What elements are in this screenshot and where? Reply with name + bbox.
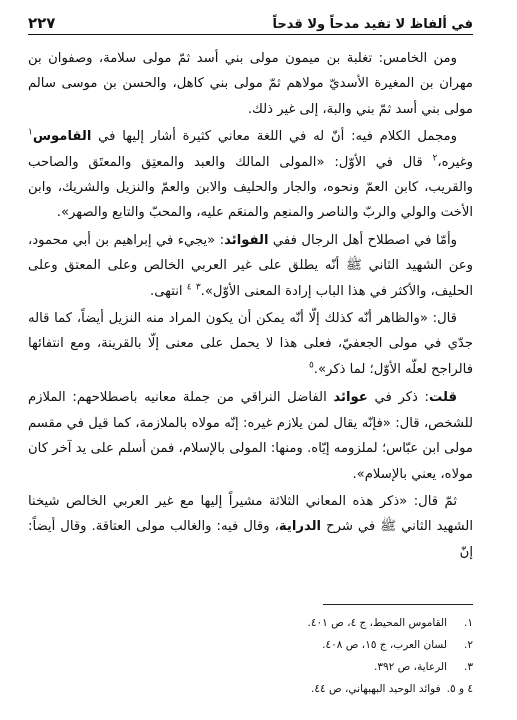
text-run: ثمّ قال: «ذكر هذه المعاني الثلاثة مشيراً إليها مع غير العربي الخالص شيخنا الشهيد الثاني ﷺ في شرح — [28, 493, 473, 535]
text-run: وغيره، — [437, 154, 473, 170]
page-number: ٢٢٧ — [28, 14, 56, 32]
bold-term: الفوائد — [224, 232, 269, 248]
footnote-marker: ٤ — [186, 282, 192, 293]
footnotes — [180, 612, 473, 700]
text-run: : ذكر في — [367, 390, 430, 406]
text-run: : «يجيء في إبراهيم بن أبي محمود، وعن الشهيد الثاني ﷺ أنّه يطلق على غير العربي الخالص وعلى المعتق وعلى الحليف، والأكثر في هذا الباب إرادة المعنى الأوّل». — [28, 232, 473, 299]
bold-term: القاموس — [32, 129, 92, 145]
footnote — [180, 634, 473, 656]
footnote — [180, 612, 473, 634]
footnote-marker: ٥ — [308, 360, 314, 371]
footnote-number: ٣. — [464, 661, 473, 673]
footnote-separator — [323, 604, 473, 605]
text-run: ومن الخامس: تغلبة بن ميمون مولى بني أسد ثمّ مولى سلامة، وصفوان بن مهران بن المغيرة الأسديّ مولاهم ثمّ مولى بني كاهل، والحسن بن موسى سالم مولى بني أسد ثمّ بني والبة، إلى غير ذلك. — [28, 51, 473, 117]
text-run: ومجمل الكلام فيه: أنّ له في اللغة معاني كثيرة أشار إليها في — [91, 129, 457, 145]
paragraph — [28, 489, 473, 565]
bold-term: الدراية — [278, 519, 322, 535]
text-run: الفاضل النراقي من جملة معانيه باصطلاحهم: الملازم للشخص، قال: «فإنّه يقال لمن يلازم غيره: إنّه مولاه بالملازمة، كما قيل في مقسم مولى ابن عبّاس؛ لملزومه إيّاه. ومنها: المولى بالإسلام، فمن أسلم على يد آخر كان مولاه، يعني بالإسلام». — [28, 390, 473, 482]
text-run: وأمّا في اصطلاح أهل الرجال ففي — [268, 232, 458, 248]
footnote-number: ٤ و ٥. — [446, 683, 473, 695]
body-text — [28, 46, 473, 567]
running-header-title: في ألفاظ لا تفيد مدحاً ولا قدحاً — [272, 17, 473, 32]
footnote-text: القاموس المحيط، ج ٤، ص ٤٠١. — [307, 617, 447, 629]
text-run: قال: «والظاهر أنّه كذلك إلّا أنّه يمكن أن يكون المراد منه النزيل أيضاً، كما قاله جدّي في مولى الجعفيّ، فعلى هذا لا يحمل على معنى إلّا بالقرينة، ومع انتفائها فالراجح لعلّه الأوّل؛ لما ذكر». — [28, 311, 473, 377]
paragraph — [28, 46, 473, 122]
footnote-number: ٢. — [464, 639, 473, 651]
footnote-text: الرعاية، ص ٣٩٢. — [374, 661, 447, 673]
running-header — [28, 8, 473, 35]
bold-term: عوائد — [333, 390, 368, 406]
footnote-marker: ١ — [28, 127, 33, 138]
text-run: انتهى. — [150, 283, 187, 299]
paragraph — [28, 124, 473, 226]
footnote — [180, 678, 473, 700]
footnote-text: لسان العرب، ج ١٥، ص ٤٠٨. — [322, 639, 447, 651]
footnote-number: ١. — [464, 617, 473, 629]
text-run: ، وقال فيه: والغالب مولى العتاقة. وقال أيضاً: إنّ — [28, 519, 473, 560]
paragraph — [28, 306, 473, 382]
paragraph — [28, 228, 473, 304]
text-run: قال في الأوّل: «المولى المالك والعبد والمعتِق والمعتَق والصاحب والقريب، كابن العمّ ونحوه، والجار والحليف والابن والعمّ والنزيل والشريك، وابن الأخت والولي والربّ والناصر والمنعِم والمنعَم عليه، والمحبّ والتابع والصهر». — [28, 154, 473, 221]
footnote-marker: ٣ — [195, 282, 201, 293]
paragraph — [28, 385, 473, 487]
bold-term: قلت — [429, 390, 457, 406]
footnote — [180, 656, 473, 678]
footnote-text: فوائد الوحيد البهبهاني، ص ٤٤. — [311, 683, 441, 695]
footnote-marker: ٢ — [432, 153, 438, 164]
